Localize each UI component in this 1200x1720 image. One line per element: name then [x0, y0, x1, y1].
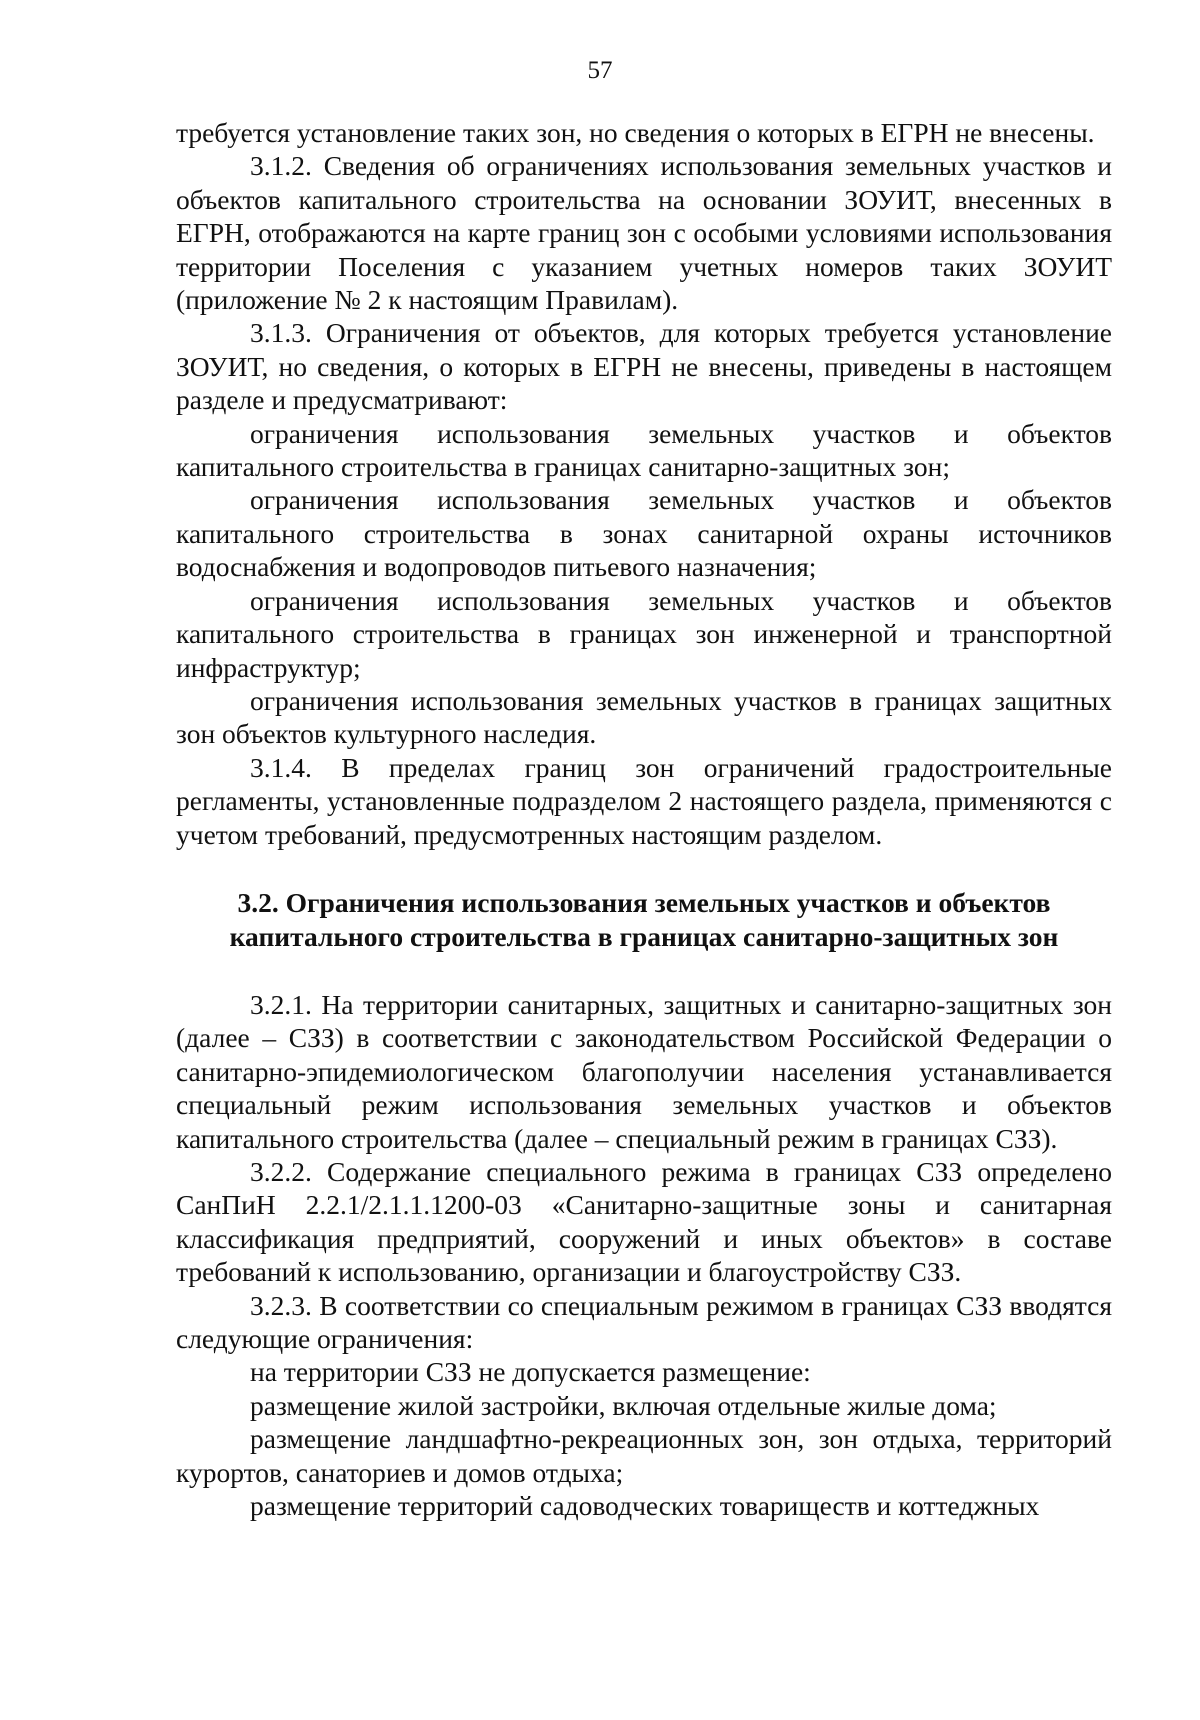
page-number: 57 [587, 57, 613, 84]
list-item: размещение ландшафтно-рекреационных зон, зон отдыха, территорий курортов, санаториев и домов отдыха; [176, 1423, 1112, 1488]
paragraph: на территории СЗЗ не допускается размещение: [250, 1356, 811, 1388]
list-item: ограничения использования земельных участков и объектов капитального строительства в границах санитарно-защитных зон; [176, 417, 1112, 483]
list-item: ограничения использования земельных участков и объектов капитального строительства в зонах санитарной охраны источников водоснабжения и водопроводов питьевого назначения; [176, 484, 1112, 583]
section-heading-line: 3.2. Ограничения использования земельных участков и объектов [237, 886, 1051, 918]
paragraph-3-2-1: 3.2.1. На территории санитарных, защитных и санитарно-защитных зон (далее – СЗЗ) в соответствии с законодательством Российской Федерации о санитарно-эпидемиологическом благополучии населения устанавливается специальный режим использования земельных участков и объектов капитального строительства (далее – специальный режим в границах СЗЗ). [176, 988, 1112, 1154]
document-body [176, 116, 1112, 1522]
section-heading-line: капитального строительства в границах санитарно-защитных зон [229, 920, 1059, 952]
spacer [176, 851, 1112, 886]
paragraph-3-1-4: 3.1.4. В пределах границ зон ограничений градостроительные регламенты, установленные подразделом 2 настоящего раздела, применяются с учетом требований, предусмотренных настоящим разделом. [176, 751, 1112, 850]
paragraph-3-1-3: 3.1.3. Ограничения от объектов, для которых требуется установление ЗОУИТ, но сведения, о которых в ЕГРН не внесены, приведены в настоящем разделе и предусматривают: [176, 317, 1112, 416]
list-item: размещение жилой застройки, включая отдельные жилые дома; [250, 1389, 997, 1421]
paragraph-3-2-3: 3.2.3. В соответствии со специальным режимом в границах СЗЗ вводятся следующие ограничения: [176, 1289, 1112, 1354]
list-item: размещение территорий садоводческих товариществ и коттеджных [250, 1490, 1040, 1522]
section-heading-3-2 [176, 886, 1112, 954]
paragraph-3-2-2: 3.2.2. Содержание специального режима в границах СЗЗ определено СанПиН 2.2.1/2.1.1.1200-03 «Санитарно-защитные зоны и санитарная классификация предприятий, сооружений и иных объектов» в составе требований к использованию, организации и благоустройству СЗЗ. [176, 1155, 1112, 1288]
list-item: ограничения использования земельных участков и объектов капитального строительства в границах зон инженерной и транспортной инфраструктур; [176, 584, 1112, 683]
paragraph: требуется установление таких зон, но сведения о которых в ЕГРН не внесены. [176, 117, 1095, 148]
section-3-2-text [176, 988, 1112, 1523]
spacer [176, 954, 1112, 988]
section-3-1-text [176, 116, 1112, 851]
list-item: ограничения использования земельных участков в границах защитных зон объектов культурного наследия. [176, 684, 1112, 750]
paragraph-3-1-2: 3.1.2. Сведения об ограничениях использования земельных участков и объектов капитального строительства на основании ЗОУИТ, внесенных в ЕГРН, отображаются на карте границ зон с особыми условиями использования территории Поселения с указанием учетных номеров таких ЗОУИТ (приложение № 2 к настоящим Правилам). [176, 150, 1112, 316]
